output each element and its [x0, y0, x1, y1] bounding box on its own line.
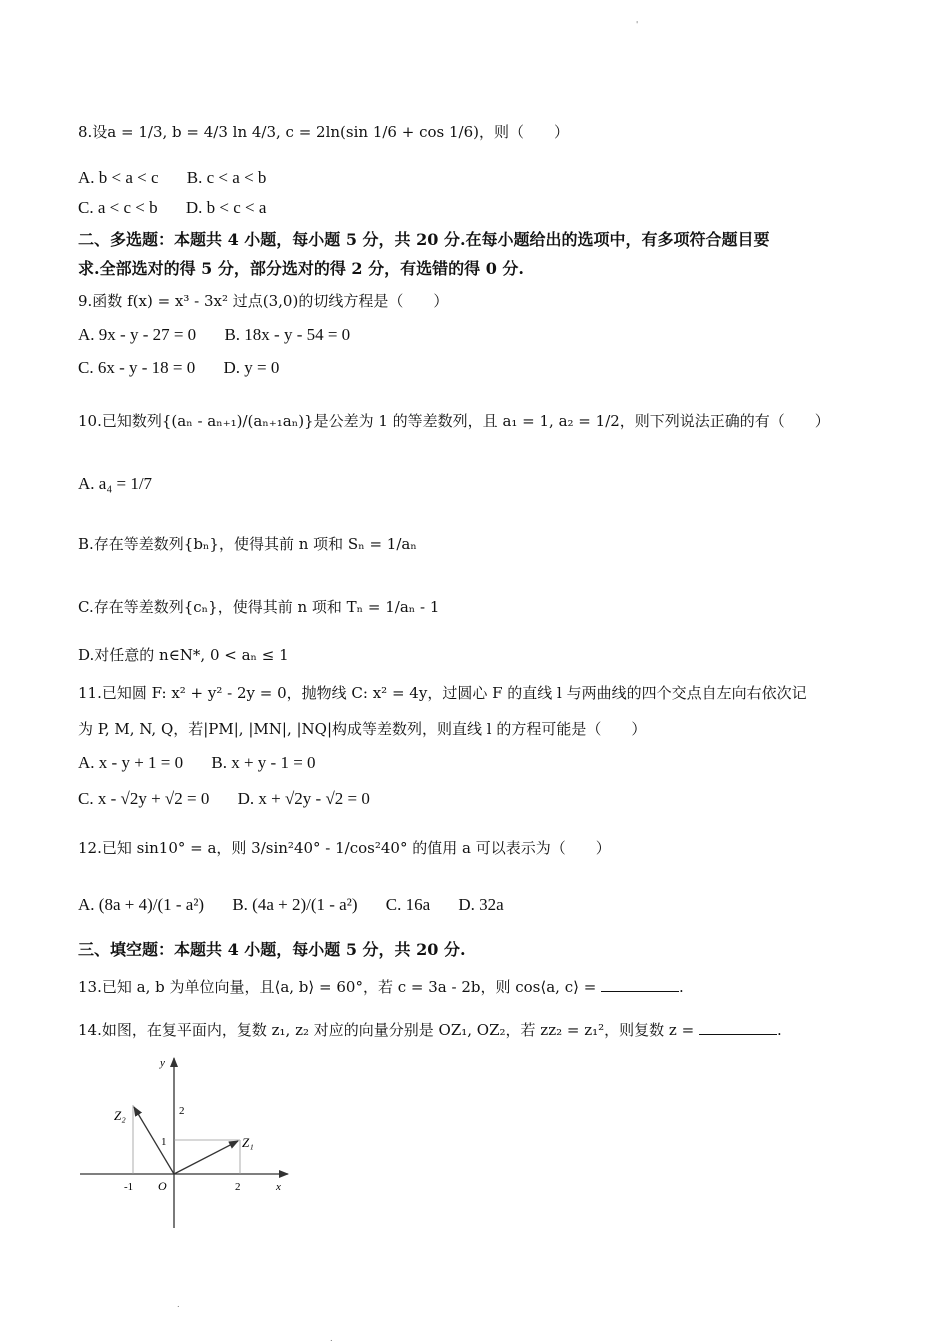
q11-option-d[interactable]: D. x + √2y - √2 = 0: [237, 789, 370, 808]
y-axis-label: y: [160, 1057, 165, 1069]
q12-option-d[interactable]: D. 32a: [458, 895, 504, 914]
q14-answer-blank[interactable]: [699, 1020, 777, 1035]
q10-stem: 10.已知数列{(aₙ - aₙ₊₁)/(aₙ₊₁aₙ)}是公差为 1 的等差数列，且 a₁ = 1, a₂ = 1/2，则下列说法正确的有（ ）: [78, 412, 830, 430]
q9-option-d[interactable]: D. y = 0: [223, 358, 280, 377]
q14-end: .: [776, 1021, 782, 1039]
q11-option-b[interactable]: B. x + y - 1 = 0: [211, 753, 316, 772]
scan-dot: ': [636, 20, 639, 29]
scan-dot: .: [330, 1334, 333, 1343]
complex-plane-figure: [70, 1050, 310, 1235]
q10-option-c[interactable]: C.存在等差数列{cₙ}，使得其前 n 项和 Tₙ = 1/aₙ - 1: [78, 598, 440, 616]
q13-row: [78, 977, 910, 997]
x-axis-label: x: [276, 1181, 281, 1193]
q8-option-a[interactable]: A. b < a < c: [78, 168, 159, 187]
q11-options-ab: [78, 753, 910, 773]
q9-option-a[interactable]: A. 9x - y - 27 = 0: [78, 325, 197, 344]
origin-label: O: [158, 1179, 167, 1193]
q12-option-c[interactable]: C. 16a: [385, 895, 431, 914]
q12-options: [78, 895, 910, 915]
section2-heading-line1: 二、多选题：本题共 4 小题，每小题 5 分，共 20 分.在每小题给出的选项中，有多项符合题目要: [78, 230, 770, 249]
q14-stem: 14.如图，在复平面内，复数 z₁, z₂ 对应的向量分别是 OZ₁, OZ₂，若 zz₂ = z₁²，则复数 z =: [78, 1021, 699, 1039]
vector-oz1: [174, 1141, 238, 1174]
section2-heading-line2: 求.全部选对的得 5 分，部分选对的得 2 分，有选错的得 0 分.: [78, 259, 524, 278]
q12-stem: 12.已知 sin10° = a，则 3/sin²40° - 1/cos²40° 的值用 a 可以表示为（ ）: [78, 839, 611, 857]
q8-options-cd: [78, 198, 910, 218]
q11-option-a[interactable]: A. x - y + 1 = 0: [78, 753, 184, 772]
q11-option-c[interactable]: C. x - √2y + √2 = 0: [78, 789, 210, 808]
q9-option-b[interactable]: B. 18x - y - 54 = 0: [224, 325, 351, 344]
q12-option-a[interactable]: A. (8a + 4)/(1 - a²): [78, 895, 205, 914]
q11-options-cd: [78, 789, 910, 809]
q9-option-c[interactable]: C. 6x - y - 18 = 0: [78, 358, 196, 377]
q8-stem: 8.设a = 1/3, b = 4/3 ln 4/3, c = 2ln(sin 1/6 + cos 1/6)，则（ ）: [78, 123, 569, 141]
q11-stem-line2: 为 P, M, N, Q，若|PM|, |MN|, |NQ|构成等差数列，则直线 l 的方程可能是（ ）: [78, 720, 647, 738]
q10-option-a[interactable]: A. a₄ = 1/7: [78, 474, 153, 493]
q9-options-ab: [78, 325, 910, 345]
q11-stem-line1: 11.已知圆 F: x² + y² - 2y = 0，抛物线 C: x² = 4y，过圆心 F 的直线 l 与两曲线的四个交点自左向右依次记: [78, 684, 807, 702]
q13-answer-blank[interactable]: [601, 977, 679, 992]
q9-options-cd: [78, 358, 910, 378]
x-tick-neg1: -1: [124, 1181, 134, 1193]
q8-option-b[interactable]: B. c < a < b: [186, 168, 267, 187]
y-tick-2: 2: [179, 1105, 185, 1117]
vector-oz2: [134, 1107, 174, 1174]
y-tick-1: 1: [161, 1136, 167, 1148]
z2-label: Z₂: [114, 1108, 126, 1123]
q10-option-b[interactable]: B.存在等差数列{bₙ}，使得其前 n 项和 Sₙ = 1/aₙ: [78, 535, 417, 553]
q9-stem: 9.函数 f(x) = x³ - 3x² 过点(3,0)的切线方程是（ ）: [78, 292, 449, 310]
q14-row: [78, 1020, 910, 1040]
q10-option-d[interactable]: D.对任意的 n∈N*, 0 < aₙ ≤ 1: [78, 646, 289, 664]
q13-end: .: [679, 978, 684, 996]
q8-option-d[interactable]: D. b < c < a: [185, 198, 267, 217]
q13-stem: 13.已知 a, b 为单位向量，且⟨a, b⟩ = 60°，若 c = 3a - 2b，则 cos⟨a, c⟩ =: [78, 978, 602, 996]
section3-heading: 三、填空题：本题共 4 小题，每小题 5 分，共 20 分.: [78, 940, 466, 959]
z1-label: Z₁: [242, 1135, 254, 1150]
scan-dot: .: [177, 1300, 180, 1309]
q8-option-c[interactable]: C. a < c < b: [78, 198, 158, 217]
q8-options-ab: [78, 168, 910, 188]
q12-option-b[interactable]: B. (4a + 2)/(1 - a²): [232, 895, 358, 914]
x-tick-2: 2: [235, 1181, 241, 1193]
